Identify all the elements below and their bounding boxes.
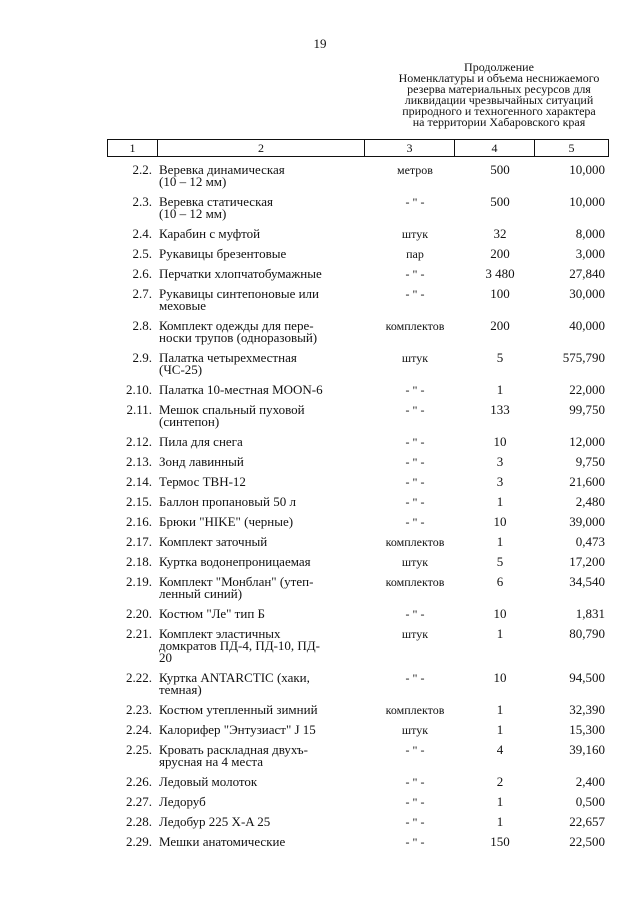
item-name-line: Карабин с муфтой: [159, 226, 261, 241]
unit-of-measure: штук: [401, 723, 429, 737]
amount-value: 0,473: [575, 534, 605, 549]
item-name-line: Комплект одежды для пере-: [159, 318, 314, 333]
item-name-line: Мешок спальный пуховой: [159, 402, 305, 417]
row-number: 2.29.: [126, 834, 152, 849]
continuation-line: природного и техногенного характера: [402, 104, 596, 118]
item-name-line: Термос ТВН-12: [159, 474, 246, 489]
continuation-line: Номенклатуры и объема неснижаемого: [398, 71, 600, 85]
item-name: [159, 556, 369, 568]
continuation-heading: [388, 62, 610, 128]
item-name: [159, 404, 369, 428]
quantity: 5: [496, 554, 504, 569]
amount-value: 22,000: [569, 382, 605, 397]
item-name-line: меховые: [159, 298, 206, 313]
table-row: [107, 164, 609, 188]
unit-of-measure: комплектов: [385, 319, 445, 333]
unit-of-measure: - " -: [405, 835, 425, 849]
quantity: 10: [493, 514, 507, 529]
amount-value: 34,540: [569, 574, 605, 589]
column-header-5: 5: [568, 141, 575, 155]
table-row: [107, 744, 609, 768]
row-number: 2.28.: [126, 814, 152, 829]
item-name: [159, 352, 369, 376]
item-name-line: (ЧС-25): [159, 362, 203, 377]
quantity: 1: [496, 794, 504, 809]
table-row: [107, 404, 609, 428]
unit-of-measure: - " -: [405, 495, 425, 509]
row-number: 2.3.: [132, 194, 152, 209]
amount-value: 12,000: [569, 434, 605, 449]
amount-value: 32,390: [569, 702, 605, 717]
row-number: 2.26.: [126, 774, 152, 789]
quantity: 4: [496, 742, 504, 757]
quantity: 32: [493, 226, 507, 241]
row-number: 2.22.: [126, 670, 152, 685]
unit-of-measure: штук: [401, 227, 429, 241]
amount-value: 39,160: [569, 742, 605, 757]
item-name-line: Ледоруб: [159, 794, 206, 809]
table-row: [107, 704, 609, 716]
table-row: [107, 436, 609, 448]
item-name-line: Палатка 10-местная MOON-6: [159, 382, 323, 397]
amount-value: 575,790: [562, 350, 605, 365]
row-number: 2.11.: [126, 402, 152, 417]
item-name-line: домкратов ПД-4, ПД-10, ПД-: [159, 638, 320, 653]
item-name-line: Пила для снега: [159, 434, 243, 449]
quantity: 1: [496, 814, 504, 829]
item-name-line: Куртка водонепроницаемая: [159, 554, 311, 569]
item-name: [159, 536, 369, 548]
continuation-title: Продолжение: [464, 60, 534, 74]
amount-value: 30,000: [569, 286, 605, 301]
amount-value: 10,000: [569, 194, 605, 209]
quantity: 5: [496, 350, 504, 365]
quantity: 133: [490, 402, 510, 417]
quantity: 6: [496, 574, 504, 589]
row-number: 2.2.: [132, 162, 152, 177]
row-number: 2.24.: [126, 722, 152, 737]
amount-value: 22,657: [569, 814, 605, 829]
item-name-line: темная): [159, 682, 202, 697]
unit-of-measure: - " -: [405, 815, 425, 829]
unit-of-measure: штук: [401, 627, 429, 641]
item-name: [159, 796, 369, 808]
amount-value: 22,500: [569, 834, 605, 849]
quantity: 3: [496, 454, 504, 469]
quantity: 150: [490, 834, 510, 849]
item-name-line: Баллон пропановый 50 л: [159, 494, 296, 509]
item-name: [159, 776, 369, 788]
column-header-4: 4: [455, 140, 535, 156]
item-name: [159, 228, 369, 240]
quantity: 1: [496, 494, 504, 509]
unit-of-measure: - " -: [405, 383, 425, 397]
column-header-3: 3: [365, 140, 455, 156]
quantity: 1: [496, 702, 504, 717]
unit-of-measure: - " -: [405, 403, 425, 417]
amount-value: 80,790: [569, 626, 605, 641]
table-row: [107, 556, 609, 568]
unit-of-measure: комплектов: [385, 535, 445, 549]
table-row: [107, 724, 609, 736]
amount-value: 39,000: [569, 514, 605, 529]
table-row: [107, 456, 609, 468]
table-row: [107, 248, 609, 260]
item-name: [159, 516, 369, 528]
item-name-line: Веревка статическая: [159, 194, 273, 209]
table-row: [107, 496, 609, 508]
unit-of-measure: штук: [401, 351, 429, 365]
item-name: [159, 268, 369, 280]
quantity: 1: [496, 626, 504, 641]
table-row: [107, 836, 609, 848]
unit-of-measure: - " -: [405, 475, 425, 489]
table-row: [107, 352, 609, 376]
row-number: 2.20.: [126, 606, 152, 621]
item-name-line: Костюм утепленный зимний: [159, 702, 318, 717]
table-row: [107, 576, 609, 600]
amount-value: 99,750: [569, 402, 605, 417]
amount-value: 40,000: [569, 318, 605, 333]
amount-value: 2,400: [575, 774, 605, 789]
unit-of-measure: - " -: [405, 455, 425, 469]
table-header: [107, 139, 609, 157]
item-name-line: Палатка четырехместная: [159, 350, 297, 365]
item-name-line: Кровать раскладная двухъ-: [159, 742, 308, 757]
amount-value: 3,000: [575, 246, 605, 261]
item-name-line: (10 – 12 мм): [159, 174, 227, 189]
table-row: [107, 816, 609, 828]
table-row: [107, 628, 609, 664]
row-number: 2.16.: [126, 514, 152, 529]
item-name-line: Комплект "Монблан" (утеп-: [159, 574, 314, 589]
row-number: 2.7.: [132, 286, 152, 301]
item-name-line: ярусная на 4 места: [159, 754, 263, 769]
page-number: 19: [313, 36, 327, 51]
item-name-line: Ледовый молоток: [159, 774, 258, 789]
row-number: 2.19.: [126, 574, 152, 589]
item-name-line: 20: [159, 650, 172, 665]
row-number: 2.25.: [126, 742, 152, 757]
unit-of-measure: - " -: [405, 671, 425, 685]
quantity: 500: [490, 162, 510, 177]
table-row: [107, 536, 609, 548]
table-row: [107, 228, 609, 240]
row-number: 2.4.: [132, 226, 152, 241]
table-row: [107, 476, 609, 488]
continuation-line: ликвидации чрезвычайных ситуаций: [404, 93, 594, 107]
item-name-line: Рукавицы синтепоновые или: [159, 286, 319, 301]
item-name: [159, 608, 369, 620]
quantity: 100: [490, 286, 510, 301]
item-name-line: Мешки анатомические: [159, 834, 286, 849]
continuation-line: на территории Хабаровского края: [412, 115, 586, 129]
item-name-line: (синтепон): [159, 414, 220, 429]
row-number: 2.6.: [132, 266, 152, 281]
amount-value: 15,300: [569, 722, 605, 737]
row-number: 2.27.: [126, 794, 152, 809]
unit-of-measure: - " -: [405, 515, 425, 529]
amount-value: 94,500: [569, 670, 605, 685]
item-name: [159, 476, 369, 488]
item-name-line: Перчатки хлопчатобумажные: [159, 266, 322, 281]
item-name: [159, 724, 369, 736]
row-number: 2.23.: [126, 702, 152, 717]
table-row: [107, 320, 609, 344]
item-name: [159, 196, 369, 220]
row-number: 2.17.: [126, 534, 152, 549]
item-name: [159, 456, 369, 468]
quantity: 10: [493, 606, 507, 621]
row-number: 2.18.: [126, 554, 152, 569]
item-name-line: Комплект заточный: [159, 534, 268, 549]
row-number: 2.14.: [126, 474, 152, 489]
unit-of-measure: - " -: [405, 743, 425, 757]
quantity: 3: [496, 474, 504, 489]
item-name-line: носки трупов (одноразовый): [159, 330, 318, 345]
unit-of-measure: пар: [406, 247, 424, 261]
item-name: [159, 164, 369, 188]
continuation-line: резерва материальных ресурсов для: [407, 82, 591, 96]
table-row: [107, 516, 609, 528]
table-row: [107, 288, 609, 312]
amount-value: 27,840: [569, 266, 605, 281]
item-name-line: Брюки "HIKE" (черные): [159, 514, 294, 529]
item-name: [159, 248, 369, 260]
quantity: 3 480: [485, 266, 515, 281]
quantity: 1: [496, 382, 504, 397]
unit-of-measure: метров: [397, 163, 433, 177]
amount-value: 8,000: [575, 226, 605, 241]
item-name: [159, 576, 369, 600]
item-name-line: Веревка динамическая: [159, 162, 285, 177]
quantity: 2: [496, 774, 504, 789]
item-name-line: Комплект эластичных: [159, 626, 281, 641]
unit-of-measure: - " -: [405, 607, 425, 621]
column-header-1: 1: [108, 140, 158, 156]
item-name: [159, 384, 369, 396]
item-name: [159, 744, 369, 768]
table-row: [107, 672, 609, 696]
amount-value: 0,500: [575, 794, 605, 809]
table-row: [107, 796, 609, 808]
unit-of-measure: - " -: [405, 287, 425, 301]
item-name-line: Куртка ANTARCTIC (хаки,: [159, 670, 310, 685]
item-name: [159, 288, 369, 312]
column-header-2: 2: [158, 140, 365, 156]
table-row: [107, 776, 609, 788]
amount-value: 10,000: [569, 162, 605, 177]
quantity: 10: [493, 670, 507, 685]
row-number: 2.8.: [132, 318, 152, 333]
amount-value: 1,831: [575, 606, 605, 621]
item-name: [159, 704, 369, 716]
row-number: 2.12.: [126, 434, 152, 449]
item-name: [159, 816, 369, 828]
unit-of-measure: - " -: [405, 435, 425, 449]
unit-of-measure: комплектов: [385, 703, 445, 717]
item-name-line: ленный синий): [159, 586, 243, 601]
unit-of-measure: - " -: [405, 795, 425, 809]
row-number: 2.13.: [126, 454, 152, 469]
item-name: [159, 672, 369, 696]
table-row: [107, 384, 609, 396]
item-name-line: Ледобур 225 X-A 25: [159, 814, 271, 829]
amount-value: 17,200: [569, 554, 605, 569]
item-name-line: Костюм "Ле" тип Б: [159, 606, 265, 621]
item-name: [159, 628, 369, 664]
row-number: 2.21.: [126, 626, 152, 641]
unit-of-measure: комплектов: [385, 575, 445, 589]
quantity: 10: [493, 434, 507, 449]
item-name-line: Рукавицы брезентовые: [159, 246, 287, 261]
row-number: 2.15.: [126, 494, 152, 509]
quantity: 1: [496, 534, 504, 549]
table-body: [107, 164, 609, 856]
table-row: [107, 268, 609, 280]
unit-of-measure: - " -: [405, 775, 425, 789]
item-name: [159, 436, 369, 448]
item-name-line: (10 – 12 мм): [159, 206, 227, 221]
quantity: 200: [490, 318, 510, 333]
quantity: 200: [490, 246, 510, 261]
item-name-line: Калорифер "Энтузиаст" J 15: [159, 722, 316, 737]
quantity: 500: [490, 194, 510, 209]
row-number: 2.9.: [132, 350, 152, 365]
item-name: [159, 836, 369, 848]
amount-value: 21,600: [569, 474, 605, 489]
amount-value: 2,480: [575, 494, 605, 509]
amount-value: 9,750: [575, 454, 605, 469]
item-name: [159, 320, 369, 344]
item-name: [159, 496, 369, 508]
unit-of-measure: - " -: [405, 195, 425, 209]
row-number: 2.5.: [132, 246, 152, 261]
row-number: 2.10.: [126, 382, 152, 397]
unit-of-measure: - " -: [405, 267, 425, 281]
table-row: [107, 608, 609, 620]
unit-of-measure: штук: [401, 555, 429, 569]
item-name-line: Зонд лавинный: [159, 454, 244, 469]
quantity: 1: [496, 722, 504, 737]
table-row: [107, 196, 609, 220]
